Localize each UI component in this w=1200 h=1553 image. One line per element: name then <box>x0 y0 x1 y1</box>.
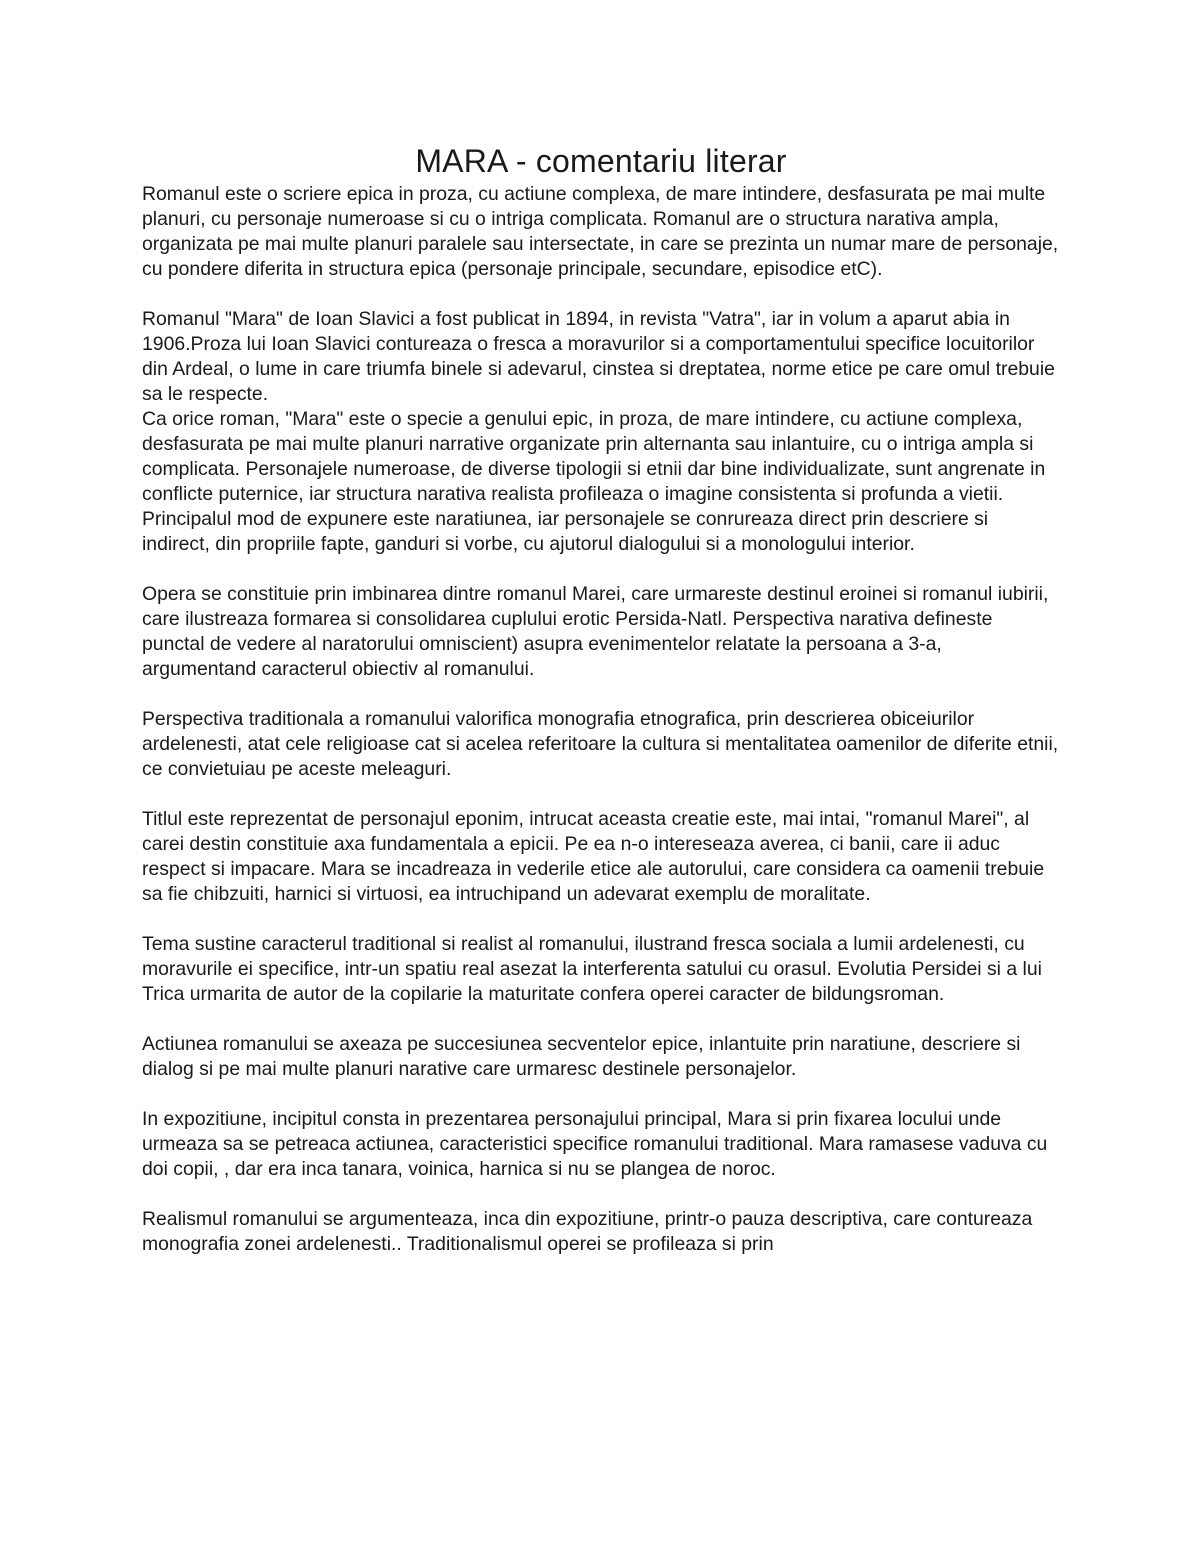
paragraph-gap <box>142 907 1060 932</box>
paragraph-7: Tema sustine caracterul traditional si realist al romanului, ilustrand fresca sociala a lumii ardelenesti, cu moravurile ei specifice, intr-un spatiu real asezat la interferenta satului cu orasul. Evolutia Persidei si a lui Trica urmarita de autor de la copilarie la maturitate confera operei caracter de bildungsroman. <box>142 933 1042 1005</box>
paragraph-2: Romanul "Mara" de Ioan Slavici a fost publicat in 1894, in revista "Vatra", iar in volum a aparut abia in 1906.Proza lui Ioan Slavici contureaza o fresca a moravurilor si a comportamentului specifice locuitorilor din Ardeal, o lume in care triumfa binele si adevarul, cinstea si dreptatea, norme etice pe care omul trebuie sa le respecte. <box>142 308 1055 405</box>
document-content <box>142 140 1060 1257</box>
paragraph-gap <box>142 682 1060 707</box>
document-body <box>142 182 1060 1257</box>
paragraph-gap <box>142 1182 1060 1207</box>
paragraph-gap <box>142 782 1060 807</box>
paragraph-gap <box>142 1007 1060 1032</box>
paragraph-6: Titlul este reprezentat de personajul eponim, intrucat aceasta creatie este, mai intai, "romanul Marei", al carei destin constituie axa fundamentala a epicii. Pe ea n-o intereseaza averea, ci banii, care ii aduc respect si impacare. Mara se incadreaza in vederile etice ale autorului, care considera ca oamenii trebuie sa fie chibzuiti, harnici si virtuosi, ea intruchipand un adevarat exemplu de moralitate. <box>142 808 1045 905</box>
paragraph-gap <box>142 282 1060 307</box>
paragraph-1: Romanul este o scriere epica in proza, cu actiune complexa, de mare intindere, desfasurata pe mai multe planuri, cu personaje numeroase si cu o intriga complicata. Romanul are o structura narativa ampla, organizata pe mai multe planuri paralele sau intersectate, in care se prezinta un numar mare de personaje, cu pondere diferita in structura epica (personaje principale, secundare, episodice etC). <box>142 183 1059 280</box>
paragraph-5: Perspectiva traditionala a romanului valorifica monografia etnografica, prin descrierea obiceiurilor ardelenesti, atat cele religioase cat si acelea referitoare la cultura si mentalitatea oamenilor de diferite etnii, ce convietuiau pe aceste meleaguri. <box>142 708 1059 780</box>
paragraph-3: Ca orice roman, "Mara" este o specie a genului epic, in proza, de mare intindere, cu actiune complexa, desfasurata pe mai multe planuri narrative organizate prin alternanta sau inlantuire, cu o intriga ampla si complicata. Personajele numeroase, de diverse tipologii si etnii dar bine individualizate, sunt angrenate in conflicte puternice, iar structura narativa realista profileaza o imagine consistenta si profunda a vietii. Principalul mod de expunere este naratiunea, iar personajele se conrureaza direct prin descriere si indirect, din propriile fapte, ganduri si vorbe, cu ajutorul dialogului si a monologului interior. <box>142 408 1046 555</box>
paragraph-gap <box>142 1082 1060 1107</box>
document-title: MARA - comentariu literar <box>415 143 787 179</box>
paragraph-10: Realismul romanului se argumenteaza, inca din expozitiune, printr-o pauza descriptiva, care contureaza monografia zonei ardelenesti.. Traditionalismul operei se profileaza si prin <box>142 1208 1033 1255</box>
paragraph-4: Opera se constituie prin imbinarea dintre romanul Marei, care urmareste destinul eroinei si romanul iubirii, care ilustreaza formarea si consolidarea cuplului erotic Persida-Natl. Perspectiva narativa defineste punctal de vedere al naratorului omniscient) asupra evenimentelor relatate la persoana a 3-a, argumentand caracterul obiectiv al romanului. <box>142 583 1049 680</box>
paragraph-9: In expozitiune, incipitul consta in prezentarea personajului principal, Mara si prin fixarea locului unde urmeaza sa se petreaca actiunea, caracteristici specifice romanului traditional. Mara ramasese vaduva cu doi copii, , dar era inca tanara, voinica, harnica si nu se plangea de noroc. <box>142 1108 1048 1180</box>
paragraph-8: Actiunea romanului se axeaza pe succesiunea secventelor epice, inlantuite prin naratiune, descriere si dialog si pe mai multe planuri narative care urmaresc destinele personajelor. <box>142 1033 1021 1080</box>
paragraph-gap <box>142 557 1060 582</box>
